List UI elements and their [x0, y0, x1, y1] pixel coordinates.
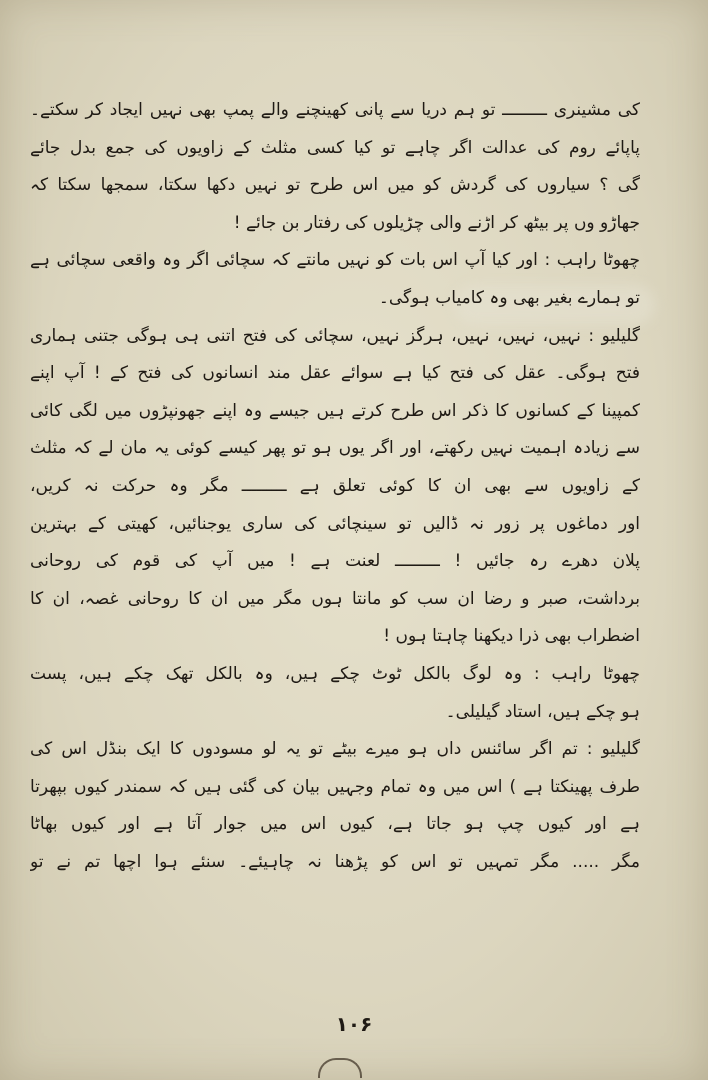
speaker-line: گلیلیو : نہیں، نہیں، نہیں، ہرگز نہیں، سچائی کی فتح اتنی ہی ہوگی جتنی ہماری [30, 325, 640, 346]
text-line: برداشت، صبر و رضا ان سب کو مانتا ہوں مگر میں ان کا روحانی غصہ، ان کا [30, 588, 640, 609]
text-line: فتح ہوگی۔ عقل کی فتح کیا ہے سوائے عقل مند انسانوں کی فتح کے ! آپ اپنے [30, 363, 640, 384]
text-line: کی مشینری ـــــــــ تو ہم دریا سے پانی کھینچنے والے پمپ بھی نہیں ایجاد کر سکتے۔ [30, 100, 640, 120]
text-line: پاپائے روم کی عدالت اگر چاہے تو کیا کسی مثلث کے زاویوں کی جمع بدل جائے [30, 137, 640, 158]
text-line: کمپینا کے کسانوں کا ذکر اس طرح کرتے ہیں جیسے وہ اپنے جھونپڑوں میں لگی کائی [30, 400, 640, 421]
text-line: جھاڑو وں پر بیٹھ کر اڑنے والی چڑیلوں کی رفتار بن جائے ! [233, 212, 640, 233]
text-line: ہو چکے ہیں، استاد گیلیلی۔ [445, 701, 640, 722]
text-line: پلان دھرے رہ جائیں ! ـــــــــ لعنت ہے ! میں آپ کی قوم کی روحانی [30, 551, 640, 572]
text-line: گی ؟ سیاروں کی گردش کو میں اس طرح تو نہیں دکھا سکتا، سمجھا سکتا کہ [30, 175, 640, 196]
bottom-mark [318, 1058, 362, 1078]
text-line: کے زاویوں سے بھی ان کا کوئی تعلق ہے ـــــــــ مگر وہ حرکت نہ کریں، [30, 475, 640, 496]
text-line: اضطراب بھی ذرا دیکھنا چاہتا ہوں ! [383, 626, 640, 647]
page-number: ۱۰۶ [335, 1012, 373, 1036]
text-line: طرف پھینکتا ہے ) اس میں وہ تمام وجہیں بیان کی گئی ہیں کہ سمندر کیوں بپھرتا [30, 776, 640, 797]
speaker-line: گلیلیو : تم اگر سائنس داں ہو میرے بیٹے تو یہ لو مسودوں کا ایک بنڈل اس کی [30, 739, 640, 760]
text-line: ہے اور کیوں چپ ہو جاتا ہے، کیوں اس میں جوار آتا ہے اور کیوں بھاٹا [30, 814, 640, 835]
text-line: اور دماغوں پر زور نہ ڈالیں تو سینچائی کی ساری یوجنائیں، کھیتی کے بہترین [30, 513, 640, 534]
speaker-line: چھوٹا راہب : وہ لوگ بالکل ٹوٹ چکے ہیں، وہ بالکل تھک چکے ہیں، پست [30, 663, 640, 684]
speaker-line: چھوٹا راہب : اور کیا آپ اس بات کو نہیں مانتے کہ سچائی اگر وہ واقعی سچائی ہے [30, 250, 640, 271]
text-line: سے زیادہ اہمیت نہیں رکھتے، اور اگر یوں ہو تو پھر کیسے کوئی یہ مان لے کہ مثلث [30, 438, 640, 459]
text-line: مگر ..... مگر تمہیں تو اس کو پڑھنا نہ چاہیئے۔ سنئے ہوا اچھا تم نے تو [30, 851, 640, 872]
text-line: تو ہمارے بغیر بھی وہ کامیاب ہوگی۔ [378, 287, 640, 308]
body-text [30, 92, 640, 881]
